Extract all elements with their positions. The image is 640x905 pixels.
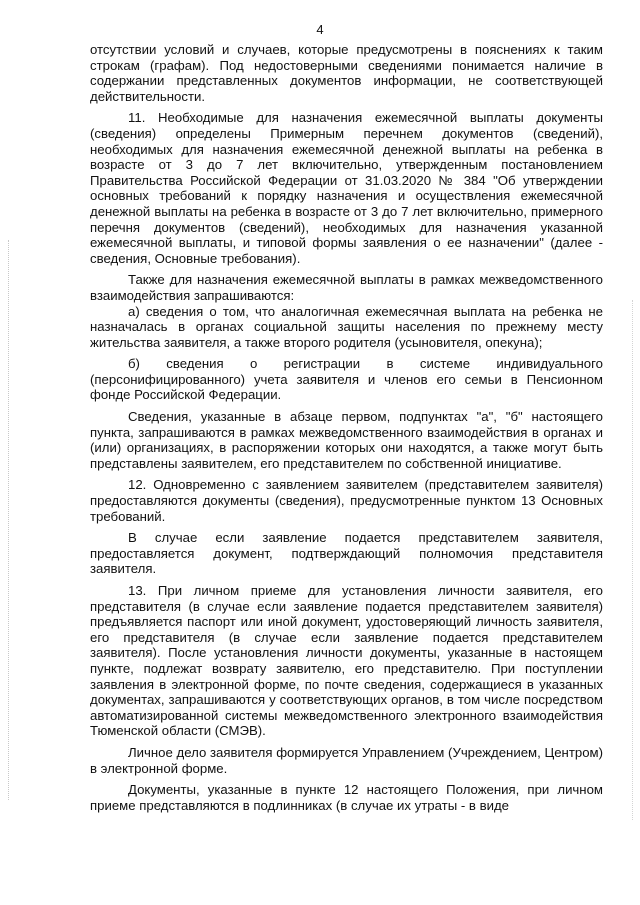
paragraph-item-13: 13. При личном приеме для установления личности заявителя, его представителя (в случае если заявление подается представителем заявителя) предъявляется паспорт или иной документ, удостоверяющий личность заявителя, его представителя (в случае если заявление подается представителем заявителя). После установления личности документы, указанные в настоящем пункте, подлежат возврату заявителю, его представителю. При поступлении заявления в электронной форме, по почте сведения, содержащиеся в указанных документах, запрашиваются у соответствующих органов, в том числе посредством автоматизированной системы межведомственного электронного взаимодействия Тюменской области (СМЭВ). <box>90 583 603 739</box>
paragraph-item-11: 11. Необходимые для назначения ежемесячной выплаты документы (сведения) определены Примерным перечнем документов (сведений), необходимых для назначения ежемесячной денежной выплаты на ребенка в возрасте от 3 до 7 лет включительно, утвержденным постановлением Правительства Российской Федерации от 31.03.2020 № 384 "Об утверждении основных требований к порядку назначения и осуществления ежемесячной денежной выплаты на ребенка в возрасте от 3 до 7 лет включительно, примерного перечня документов (сведений), необходимых для назначения указанной ежемесячной выплаты, и типовой формы заявления о ее назначении" (далее - сведения, Основные требования). <box>90 110 603 266</box>
paragraph-personal-file: Личное дело заявителя формируется Управлением (Учреждением, Центром) в электронной форме. <box>90 744 603 776</box>
paragraph-documents-originals: Документы, указанные в пункте 12 настоящего Положения, при личном приеме представляются в подлинниках (в случае их утраты - в виде <box>90 782 603 813</box>
paragraph-representative: В случае если заявление подается представителем заявителя, предоставляется документ, подтверждающий полномочия представителя заявителя. <box>90 530 603 577</box>
paragraph-info-sources: Сведения, указанные в абзаце первом, подпунктах "а", "б" настоящего пункта, запрашиваются в рамках межведомственного взаимодействия в органах и (или) организациях, в распоряжении которых они находятся, а также могут быть представлены заявителем, его представителем по собственной инициативе. <box>90 409 603 471</box>
paragraph-interagency-request: Также для назначения ежемесячной выплаты в рамках межведомственного взаимодействия запрашиваются: <box>90 272 603 303</box>
paragraph-subitem-b: б) сведения о регистрации в системе индивидуального (персонифицированного) учета заявителя и членов его семьи в Пенсионном фонде Российской Федерации. <box>90 356 603 403</box>
scan-edge-artifact <box>8 240 10 800</box>
document-body <box>90 42 603 819</box>
paragraph-continuation: отсутствии условий и случаев, которые предусмотрены в пояснениях к таким строкам (графам). Под недостоверными сведениями понимается наличие в содержании представленных документов информации, не соответствующей действительности. <box>90 42 603 104</box>
paragraph-item-12: 12. Одновременно с заявлением заявителем (представителем заявителя) предоставляются документы (сведения), предусмотренные пунктом 13 Основных требований. <box>90 477 603 524</box>
page-number: 4 <box>316 22 324 37</box>
paragraph-subitem-a: а) сведения о том, что аналогичная ежемесячная выплата на ребенка не назначалась в органах социальной защиты населения по прежнему месту жительства заявителя, а также второго родителя (усыновителя, опекуна); <box>90 303 603 350</box>
scan-edge-artifact-right <box>632 300 634 820</box>
